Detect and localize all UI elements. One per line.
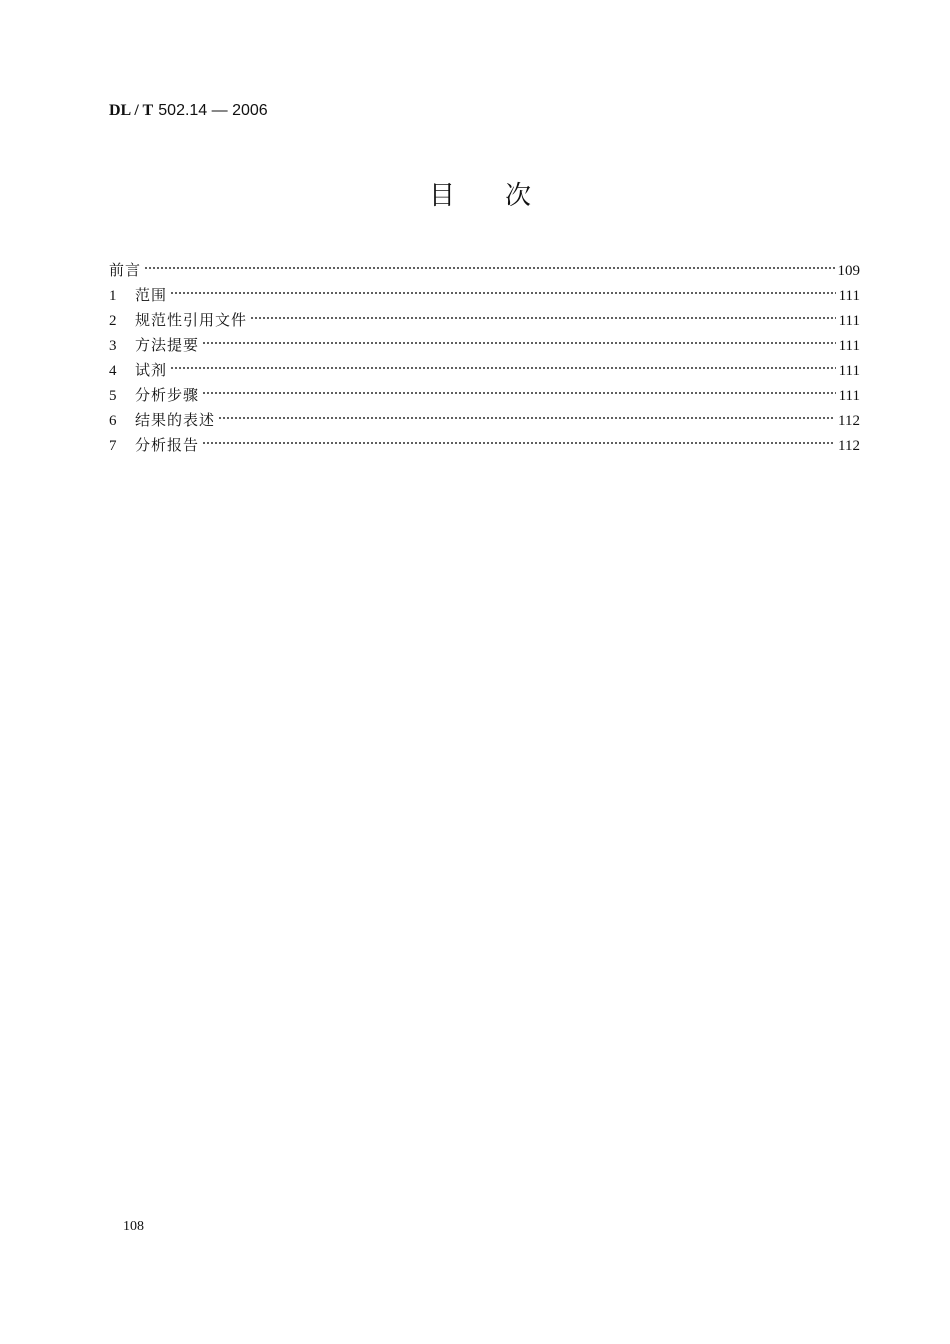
title-char-2: 次 (505, 181, 532, 211)
toc-entry-label: 结果的表述 (135, 411, 216, 429)
toc-entry-page: 112 (838, 438, 860, 454)
toc-entry-number: 6 (109, 413, 117, 429)
toc-entry-page: 109 (837, 263, 860, 279)
toc-entry-number: 3 (109, 338, 117, 354)
table-of-contents (109, 258, 860, 458)
toc-leader-dots (202, 390, 836, 396)
toc-leader-dots (202, 340, 836, 346)
toc-entry-page: 111 (838, 388, 860, 404)
toc-entry-page: 111 (838, 288, 860, 304)
toc-entry-3[interactable] (109, 333, 860, 358)
toc-entry-label: 分析报告 (135, 436, 200, 454)
toc-entry-number: 1 (109, 288, 117, 304)
toc-entry-number: 7 (109, 438, 117, 454)
standard-code (109, 100, 268, 121)
toc-entry-label: 分析步骤 (135, 386, 200, 404)
toc-entry-label: 前言 (109, 261, 142, 279)
toc-entry-page: 112 (838, 413, 860, 429)
toc-entry-label: 方法提要 (135, 336, 200, 354)
page-title (0, 178, 950, 214)
toc-leader-dots (170, 365, 836, 371)
toc-entry-label: 试剂 (135, 361, 168, 379)
toc-entry-label: 规范性引用文件 (135, 311, 248, 329)
toc-leader-dots (170, 290, 836, 296)
toc-entry-5[interactable] (109, 383, 860, 408)
toc-leader-dots (144, 265, 834, 271)
page-number: 108 (123, 1219, 144, 1234)
standard-prefix: DL / T (109, 102, 154, 119)
toc-entry-7[interactable] (109, 433, 860, 458)
toc-entry-4[interactable] (109, 358, 860, 383)
toc-entry-foreword[interactable] (109, 258, 860, 283)
standard-number: 502.14 — 2006 (158, 102, 268, 119)
title-char-1: 目 (428, 181, 455, 211)
toc-entry-number: 5 (109, 388, 117, 404)
toc-entry-6[interactable] (109, 408, 860, 433)
toc-entry-number: 2 (109, 313, 117, 329)
toc-entry-2[interactable] (109, 308, 860, 333)
toc-leader-dots (250, 315, 836, 321)
toc-leader-dots (218, 415, 835, 421)
toc-leader-dots (202, 440, 835, 446)
toc-entry-number: 4 (109, 363, 117, 379)
toc-entry-page: 111 (838, 313, 860, 329)
toc-entry-label: 范围 (135, 286, 168, 304)
toc-entry-page: 111 (838, 338, 860, 354)
toc-entry-1[interactable] (109, 283, 860, 308)
toc-entry-page: 111 (838, 363, 860, 379)
